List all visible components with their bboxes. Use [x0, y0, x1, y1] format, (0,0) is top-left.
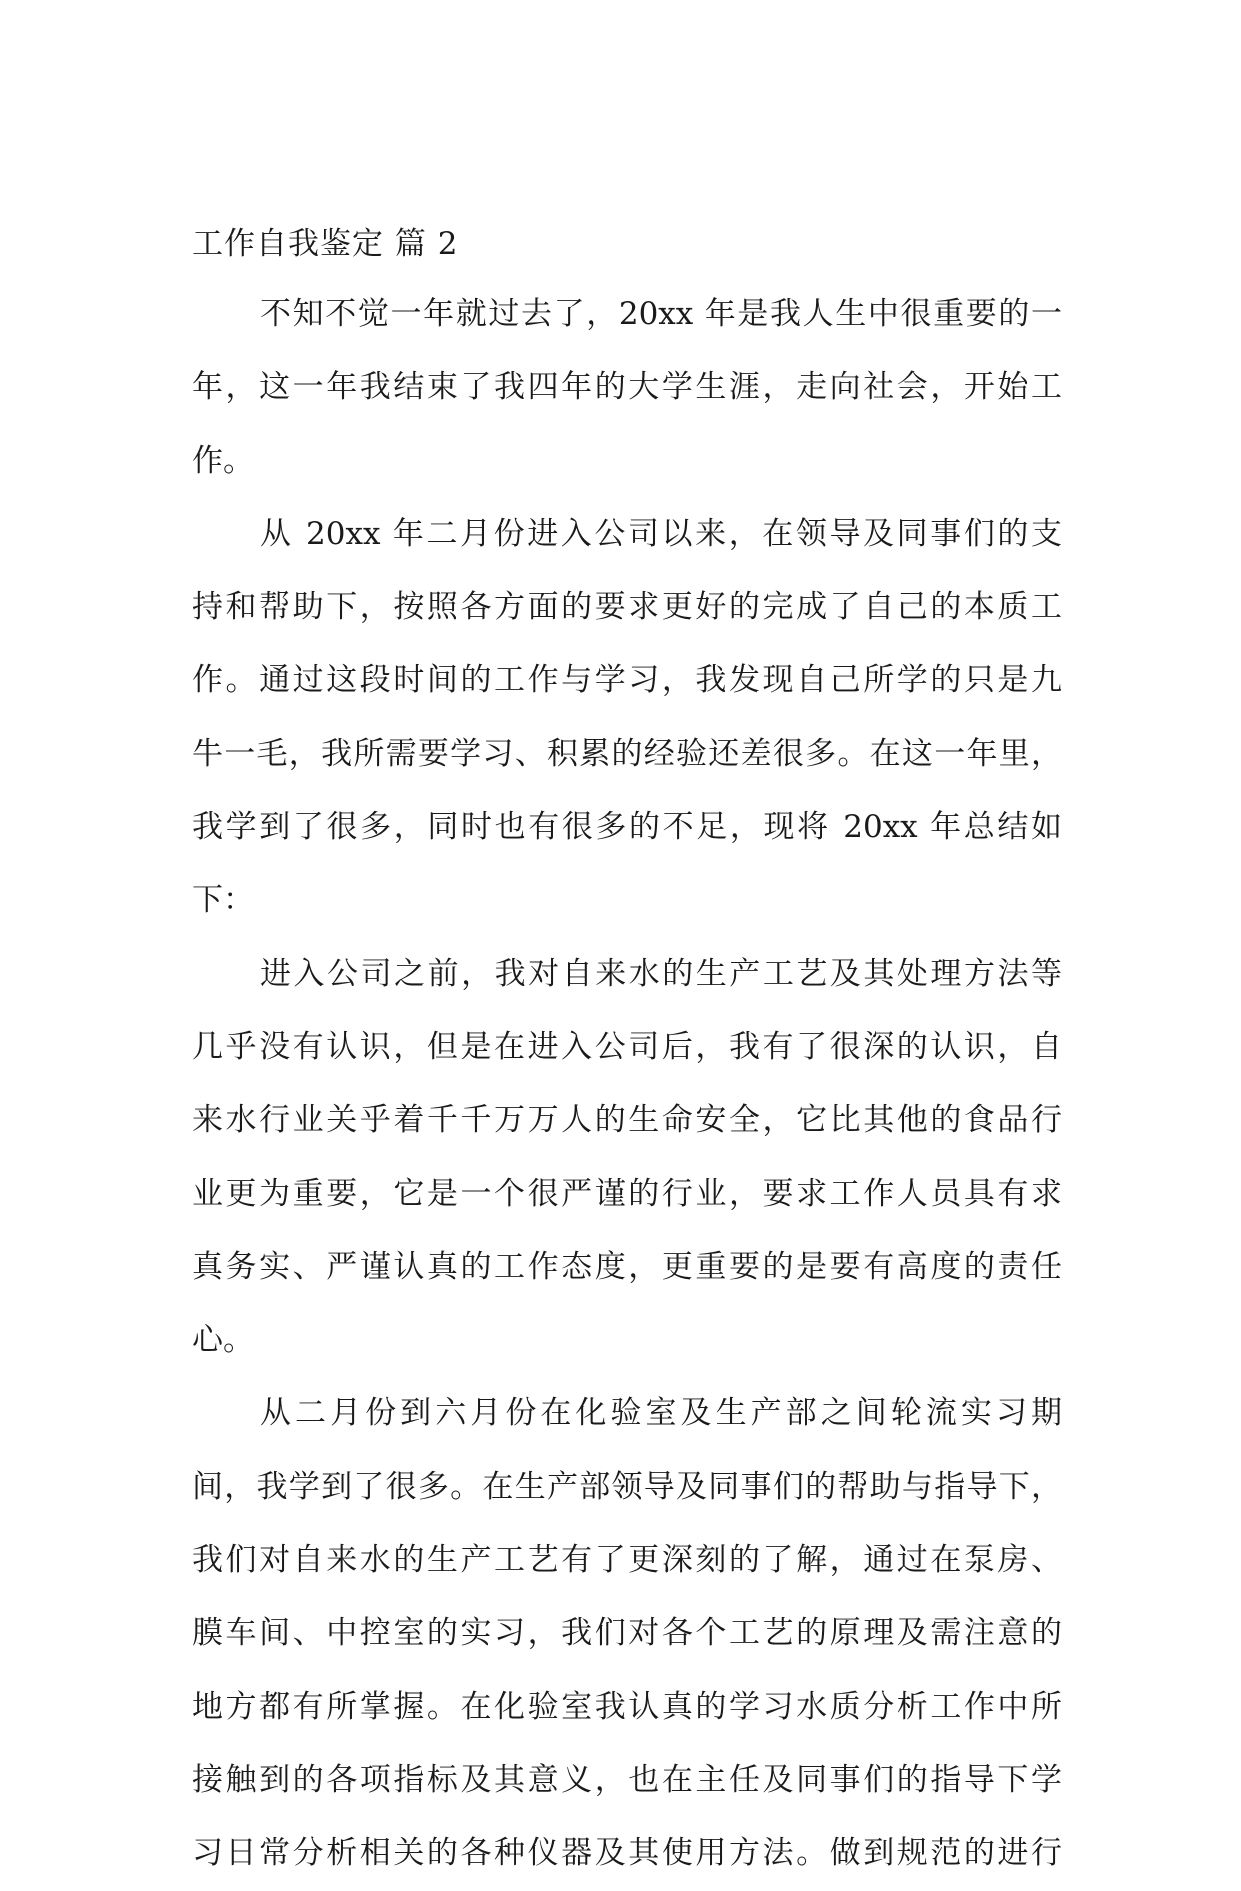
- text-line: 真务实、严谨认真的工作态度，更重要的是要有高度的责任: [192, 1248, 1062, 1285]
- text-line: 持和帮助下，按照各方面的要求更好的完成了自己的本质工: [192, 589, 1062, 626]
- text-line: 从 20xx 年二月份进入公司以来，在领导及同事们的支: [260, 515, 1062, 552]
- paragraph-1: [192, 278, 1062, 498]
- text-line: 业更为重要，它是一个很严谨的行业，要求工作人员具有求: [192, 1175, 1062, 1212]
- text-line: 来水行业关乎着千千万万人的生命安全，它比其他的食品行: [192, 1102, 1062, 1139]
- text-line: 作。通过这段时间的工作与学习，我发现自己所学的只是九: [192, 662, 1062, 699]
- text-line: 几乎没有认识，但是在进入公司后，我有了很深的认识，自: [192, 1028, 1062, 1065]
- text-line: 膜车间、中控室的实习，我们对各个工艺的原理及需注意的: [192, 1615, 1062, 1652]
- text-line: 牛一毛，我所需要学习、积累的经验还差很多。在这一年里，: [192, 735, 1062, 772]
- paragraph-3: [192, 938, 1062, 1378]
- text-line: 我们对自来水的生产工艺有了更深刻的了解，通过在泵房、: [192, 1542, 1062, 1579]
- text-line: 习日常分析相关的各种仪器及其使用方法。做到规范的进行: [192, 1835, 1062, 1872]
- text-line: 心。: [192, 1322, 254, 1359]
- text-line: 下：: [192, 882, 254, 919]
- document-title: 工作自我鉴定 篇 2: [192, 226, 459, 262]
- text-line: 进入公司之前，我对自来水的生产工艺及其处理方法等: [260, 955, 1062, 992]
- document-body: [192, 278, 1062, 1891]
- paragraph-4: [192, 1377, 1062, 1890]
- text-line: 接触到的各项指标及其意义，也在主任及同事们的指导下学: [192, 1761, 1062, 1798]
- text-line: 年，这一年我结束了我四年的大学生涯，走向社会，开始工: [192, 369, 1062, 406]
- text-line: 不知不觉一年就过去了，20xx 年是我人生中很重要的一: [260, 296, 1062, 332]
- paragraph-2: [192, 498, 1062, 938]
- text-line: 间，我学到了很多。在生产部领导及同事们的帮助与指导下，: [192, 1468, 1062, 1505]
- text-line: 从二月份到六月份在化验室及生产部之间轮流实习期: [260, 1395, 1062, 1432]
- text-line: 作。: [192, 442, 254, 479]
- text-line: 我学到了很多，同时也有很多的不足，现将 20xx 年总结如: [192, 809, 1062, 846]
- text-line: 地方都有所掌握。在化验室我认真的学习水质分析工作中所: [192, 1688, 1062, 1725]
